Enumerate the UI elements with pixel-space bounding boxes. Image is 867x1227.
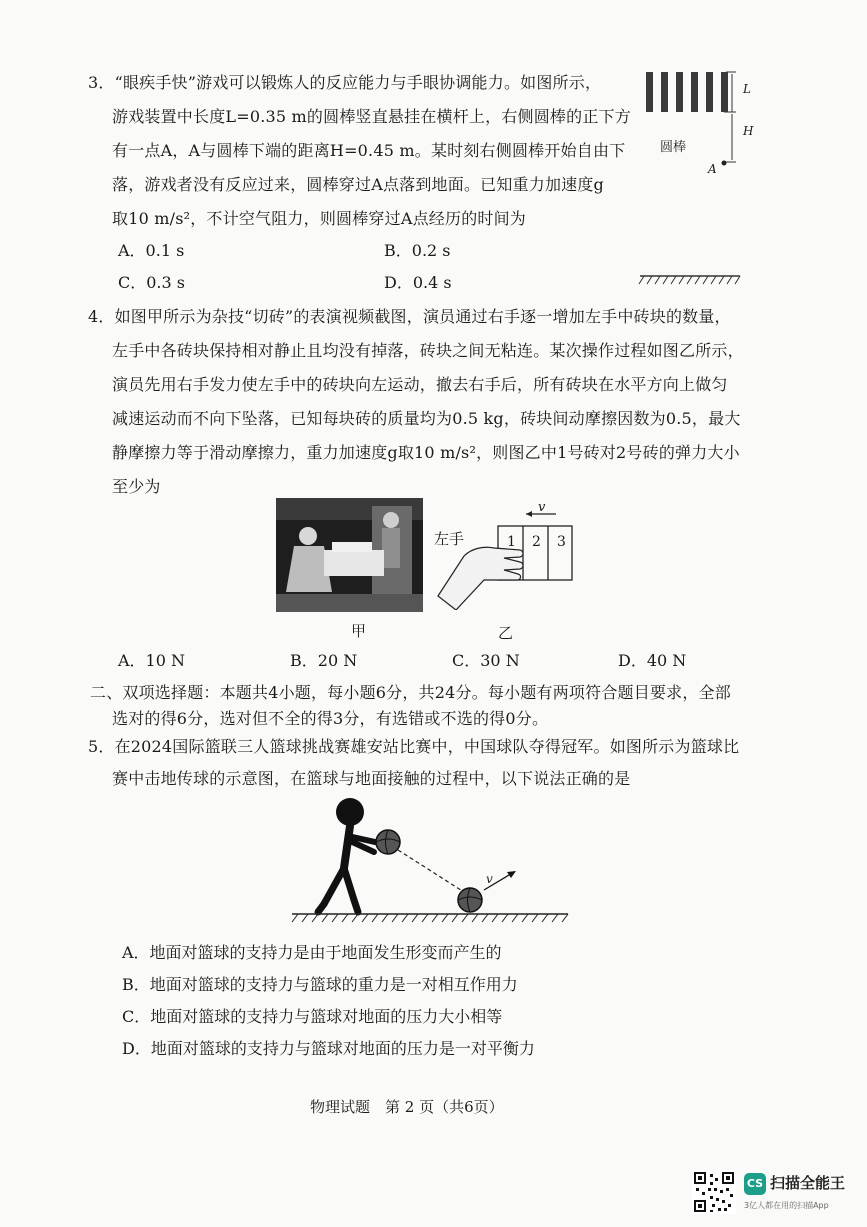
q4-caption-jia: 甲 <box>351 622 367 640</box>
q4-option-c: C．30 N <box>452 651 520 670</box>
q4-label-left-hand: 左手 <box>434 530 465 548</box>
q5-option-a: A．地面对篮球的支持力是由于地面发生形变而产生的 <box>122 943 502 962</box>
q4-line-6: 至少为 <box>112 477 161 496</box>
q4-line-2: 左手中各砖块保持相对静止且均没有掉落，砖块之间无粘连。某次操作过程如图乙所示， <box>112 341 744 360</box>
pass-path <box>398 850 464 892</box>
q3-label-a: A <box>708 162 717 176</box>
scanner-brand-title: 扫描全能王 <box>770 1174 846 1192</box>
q4-diagram-yi <box>428 500 578 610</box>
q4-brick-3-label: 3 <box>557 534 566 550</box>
cs-logo-icon: CS <box>744 1173 766 1195</box>
q4-line-5: 静摩擦力等于滑动摩擦力，重力加速度g取10 m/s²，则图乙中1号砖对2号砖的弹力大小 <box>112 443 740 462</box>
q4-line-4: 减速运动而不向下坠落，已知每块砖的质量均为0.5 kg，砖块间动摩擦因数为0.5，最大 <box>112 409 741 428</box>
q4-brick-2-label: 2 <box>532 534 541 550</box>
q4-option-d: D．40 N <box>618 651 687 670</box>
q4-brick-1-label: 1 <box>507 534 516 550</box>
page-footer: 物理试题 第 2 页（共6页） <box>310 1098 504 1116</box>
section-2-line-1: 二、双项选择题：本题共4小题，每小题6分，共24分。每小题有两项符合题目要求，全部 <box>90 683 731 702</box>
ball-in-hand <box>376 830 400 854</box>
point-a-dot <box>722 161 727 166</box>
q5-option-c: C．地面对篮球的支持力与篮球对地面的压力大小相等 <box>122 1007 503 1026</box>
q3-line-2: 游戏装置中长度L=0.35 m的圆棒竖直悬挂在横杆上，右侧圆棒的正下方 <box>112 107 631 126</box>
q4-option-a: A．10 N <box>118 651 186 670</box>
q3-option-c: C．0.3 s <box>118 273 185 292</box>
q3-option-a: A．0.1 s <box>118 241 185 260</box>
player-head <box>336 798 364 826</box>
section-2-line-2: 选对的得6分，选对但不全的得3分，有选错或不选的得0分。 <box>112 709 549 728</box>
q5-label-v: v <box>486 872 493 886</box>
q5-line-2: 赛中击地传球的示意图，在篮球与地面接触的过程中，以下说法正确的是 <box>112 769 631 788</box>
player-body <box>344 826 350 868</box>
rod-5 <box>706 72 713 112</box>
q5-line-1: 5．在2024国际篮联三人篮球挑战赛雄安站比赛中，中国球队夺得冠军。如图所示为篮球比 <box>88 737 740 756</box>
q3-label-l: L <box>743 82 751 96</box>
q3-line-5: 取10 m/s²，不计空气阻力，则圆棒穿过A点经历的时间为 <box>112 209 526 228</box>
left-hand <box>438 547 523 610</box>
q3-line-3: 有一点A，A与圆棒下端的距离H=0.45 m。某时刻右侧圆棒开始自由下 <box>112 141 626 160</box>
q4-caption-yi: 乙 <box>498 624 514 642</box>
q3-option-b: B．0.2 s <box>384 241 451 260</box>
q3-line-4: 落，游戏者没有反应过来，圆棒穿过A点落到地面。已知重力加速度g <box>112 175 604 194</box>
scanner-brand-subtitle: 3亿人都在用的扫描App <box>744 1201 829 1210</box>
q3-line-1: 3．“眼疾手快”游戏可以锻炼人的反应能力与手眼协调能力。如图所示， <box>88 73 602 92</box>
q5-option-d: D．地面对篮球的支持力与篮球对地面的压力是一对平衡力 <box>122 1039 535 1058</box>
rod-4 <box>691 72 698 112</box>
q3-option-d: D．0.4 s <box>384 273 452 292</box>
q4-photo-jia <box>276 498 423 612</box>
q3-label-h: H <box>743 124 754 138</box>
q4-option-b: B．20 N <box>290 651 358 670</box>
q4-line-3: 演员先用右手发力使左手中的砖块向左运动，撤去右手后，所有砖块在水平方向上做匀 <box>112 375 728 394</box>
rod-1 <box>646 72 653 112</box>
q3-label-rod: 圆棒 <box>660 140 687 155</box>
q5-basketball-figure <box>288 792 572 928</box>
q4-label-v: v <box>538 500 546 515</box>
rod-3 <box>676 72 683 112</box>
qr-code-icon <box>692 1170 736 1214</box>
q4-line-1: 4．如图甲所示为杂技“切砖”的表演视频截图，演员通过右手逐一增加左手中砖块的数量， <box>88 307 731 326</box>
q5-option-b: B．地面对篮球的支持力与篮球的重力是一对相互作用力 <box>122 975 518 994</box>
ball-on-ground <box>458 888 482 912</box>
rod-2 <box>661 72 668 112</box>
rod-6 <box>721 72 728 112</box>
q3-rods-figure <box>636 62 756 286</box>
